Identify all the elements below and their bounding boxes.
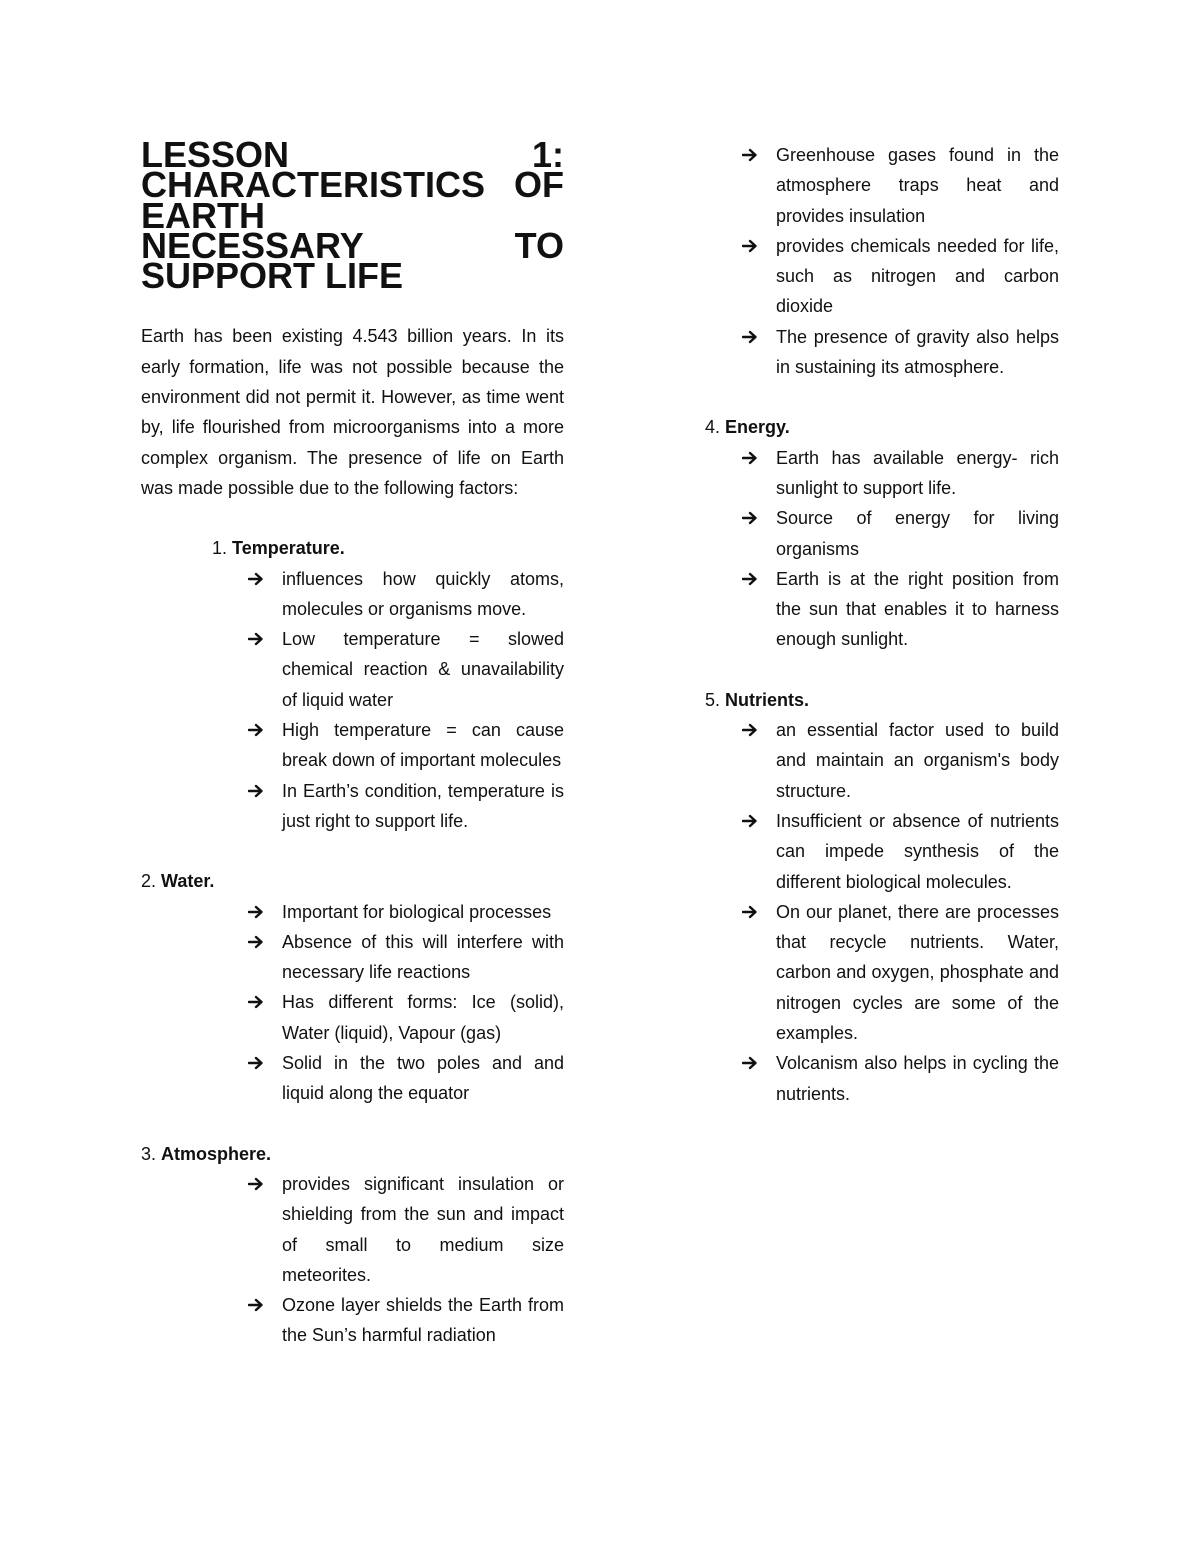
list-item-text: provides chemicals needed for life, such as nitrogen and carbon dioxide bbox=[776, 235, 1059, 317]
list-item-text: Ozone layer shields the Earth from the Sun’s harmful radiation bbox=[282, 1295, 564, 1346]
list-item-text: The presence of gravity also helps in sustaining its atmosphere. bbox=[776, 326, 1059, 378]
list-item bbox=[776, 322, 1059, 383]
arrow-right-icon bbox=[248, 1169, 268, 1199]
list-item bbox=[776, 443, 1059, 504]
section-label: Nutrients. bbox=[725, 689, 810, 710]
list-item bbox=[282, 1290, 564, 1351]
arrow-right-icon bbox=[248, 564, 268, 594]
arrow-right-icon bbox=[742, 503, 762, 533]
section-label: Energy. bbox=[725, 417, 790, 438]
list-item bbox=[776, 231, 1059, 322]
list-item-text: influences how quickly atoms, molecules or organisms move. bbox=[282, 568, 564, 619]
lesson-title-line2: NECESSARY TO SUPPORT LIFE bbox=[141, 224, 564, 297]
arrow-right-icon bbox=[742, 1048, 762, 1078]
bullet-list bbox=[282, 897, 564, 1109]
section-number: 4. bbox=[705, 417, 721, 438]
list-item-text: Absence of this will interfere with necessary life reactions bbox=[282, 931, 564, 983]
section-number: 2. bbox=[141, 871, 157, 892]
list-item bbox=[282, 897, 564, 927]
left-column bbox=[141, 134, 564, 1381]
bullet-list bbox=[282, 1169, 564, 1351]
section-temperature bbox=[141, 533, 564, 836]
lesson-title-line1: LESSON 1: CHARACTERISTICS OF EARTH bbox=[141, 134, 564, 236]
list-item bbox=[776, 503, 1059, 564]
list-item-text: In Earth’s condition, temperature is just right to support life. bbox=[282, 780, 564, 831]
list-item bbox=[776, 1048, 1059, 1109]
list-item bbox=[282, 927, 564, 988]
arrow-right-icon bbox=[248, 987, 268, 1017]
lesson-title bbox=[141, 134, 564, 297]
section-heading bbox=[141, 866, 564, 896]
atmosphere-continued-list bbox=[776, 140, 1059, 382]
list-item-text: Low temperature = slowed chemical reaction & unavailability of liquid water bbox=[282, 629, 564, 710]
arrow-right-icon bbox=[248, 897, 268, 927]
bullet-list bbox=[282, 564, 564, 837]
list-item bbox=[282, 1048, 564, 1109]
arrow-right-icon bbox=[742, 897, 762, 927]
section-heading bbox=[141, 1139, 564, 1169]
arrow-right-icon bbox=[742, 231, 762, 261]
list-item-text: On our planet, there are processes that recycle nutrients. Water, carbon and oxygen, phosphate and nitrogen cycles are some of the examples. bbox=[776, 901, 1059, 1044]
section-number: 3. bbox=[141, 1143, 157, 1164]
section-label: Atmosphere. bbox=[161, 1143, 272, 1164]
list-item bbox=[282, 564, 564, 625]
arrow-right-icon bbox=[742, 322, 762, 352]
section-energy bbox=[705, 412, 1059, 654]
arrow-right-icon bbox=[248, 1048, 268, 1078]
section-heading bbox=[705, 685, 1059, 715]
list-item-text: Source of energy for living organisms bbox=[776, 508, 1059, 559]
list-item bbox=[776, 140, 1059, 231]
list-item-text: Volcanism also helps in cycling the nutrients. bbox=[776, 1053, 1059, 1104]
section-number: 1. bbox=[212, 538, 228, 559]
arrow-right-icon bbox=[742, 806, 762, 836]
arrow-right-icon bbox=[248, 776, 268, 806]
list-item-text: Solid in the two poles and and liquid along the equator bbox=[282, 1053, 564, 1104]
arrow-right-icon bbox=[248, 927, 268, 957]
list-item-text: Insufficient or absence of nutrients can impede synthesis of the different biological molecules. bbox=[776, 810, 1059, 892]
list-item bbox=[282, 715, 564, 776]
section-label: Water. bbox=[161, 871, 215, 892]
bullet-list bbox=[776, 715, 1059, 1109]
right-column bbox=[705, 140, 1059, 1139]
section-number: 5. bbox=[705, 689, 721, 710]
bullet-list bbox=[776, 443, 1059, 655]
section-heading bbox=[141, 533, 564, 563]
list-item bbox=[282, 1169, 564, 1290]
list-item bbox=[776, 897, 1059, 1048]
list-item bbox=[282, 987, 564, 1048]
list-item-text: provides significant insulation or shielding from the sun and impact of small to medium size meteorites. bbox=[282, 1173, 564, 1285]
section-label: Temperature. bbox=[232, 538, 345, 559]
arrow-right-icon bbox=[742, 443, 762, 473]
arrow-right-icon bbox=[248, 1290, 268, 1320]
section-nutrients bbox=[705, 685, 1059, 1109]
arrow-right-icon bbox=[742, 140, 762, 170]
arrow-right-icon bbox=[742, 715, 762, 745]
list-item-text: Earth is at the right position from the sun that enables it to harness enough sunlight. bbox=[776, 568, 1059, 650]
list-item-text: High temperature = can cause break down of important molecules bbox=[282, 720, 564, 771]
list-item-text: Has different forms: Ice (solid), Water (liquid), Vapour (gas) bbox=[282, 992, 564, 1043]
list-item-text: Important for biological processes bbox=[282, 901, 552, 922]
list-item-text: an essential factor used to build and maintain an organism's body structure. bbox=[776, 720, 1059, 801]
list-item bbox=[776, 806, 1059, 897]
list-item-text: Earth has available energy- rich sunlight to support life. bbox=[776, 447, 1059, 498]
list-item bbox=[776, 715, 1059, 806]
intro-paragraph: Earth has been existing 4.543 billion years. In its early formation, life was not possible because the environment did not permit it. However, as time went by, life flourished from microorganisms into a more complex organism. The presence of life on Earth was made possible due to the following factors: bbox=[141, 326, 564, 498]
list-item bbox=[776, 564, 1059, 655]
list-item bbox=[282, 624, 564, 715]
arrow-right-icon bbox=[248, 715, 268, 745]
section-heading bbox=[705, 412, 1059, 442]
section-water bbox=[141, 866, 564, 1108]
section-atmosphere bbox=[141, 1139, 564, 1351]
arrow-right-icon bbox=[742, 564, 762, 594]
list-item bbox=[282, 776, 564, 837]
list-item-text: Greenhouse gases found in the atmosphere traps heat and provides insulation bbox=[776, 145, 1059, 226]
arrow-right-icon bbox=[248, 624, 268, 654]
